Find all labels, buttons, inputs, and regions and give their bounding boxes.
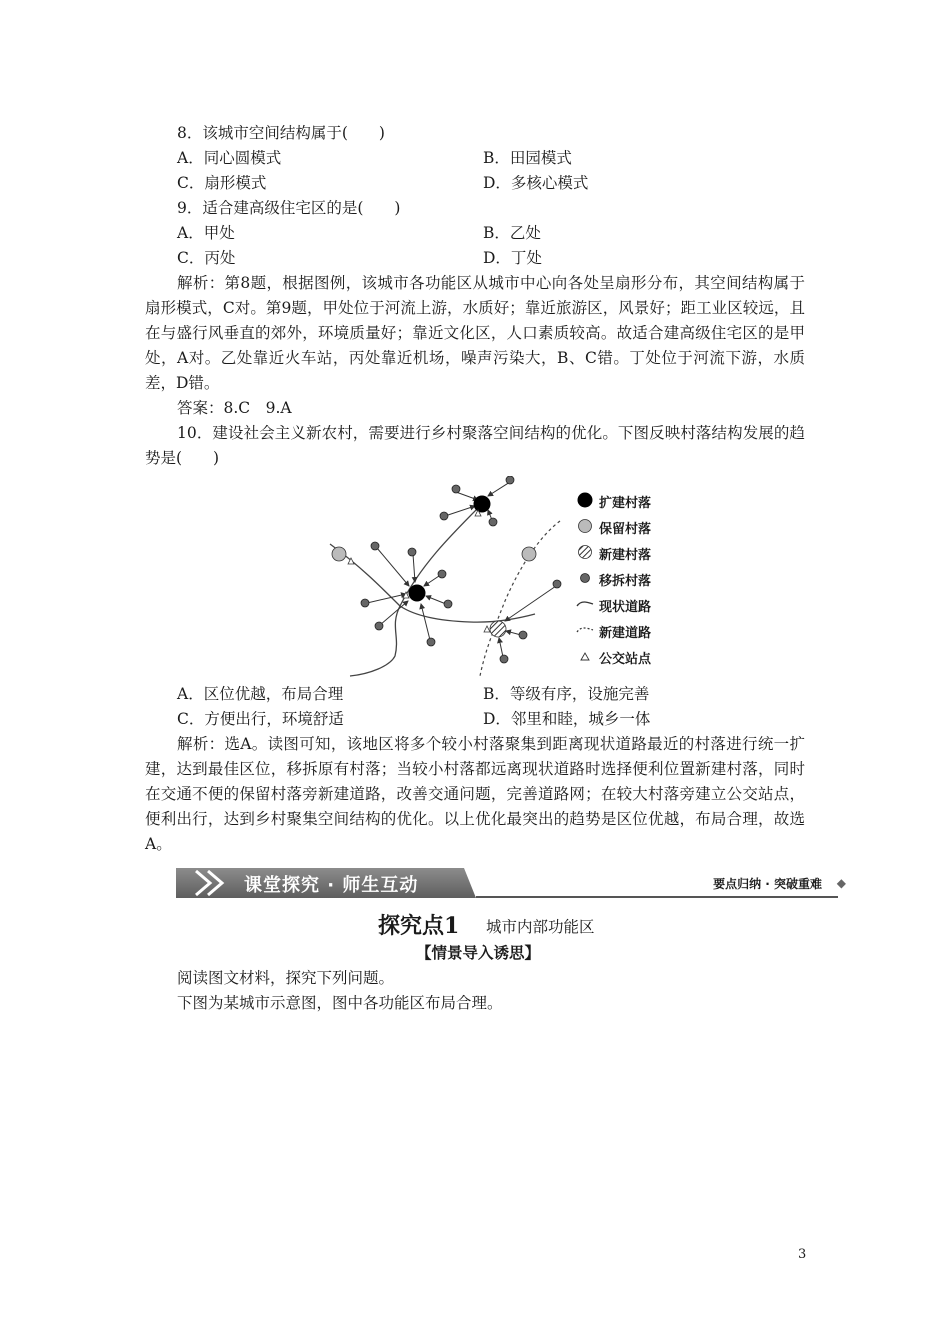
analysis-paragraph-2: 解析：选A。读图可知，该地区将多个较小村落聚集到距离现状道路最近的村落进行统一扩建，达到最佳区位，移拆原有村落；当较小村落都远离现状道路时选择便利位置新建村落，同时在交通不便的保留村落旁新建道路，改善交通问题，完善道路网；在较大村落旁建立公交站点，便利出行，达到乡村聚集空间结构的优化。以上优化最突出的趋势是区位优越，布局合理，故选A。: [145, 735, 805, 853]
intro-line-2: 下图为某城市示意图，图中各功能区布局合理。: [177, 994, 503, 1012]
section-banner: [176, 868, 846, 900]
q9-option-c: C．丙处: [177, 249, 236, 267]
chevron-right-icon: [194, 870, 238, 896]
q9-option-b: B．乙处: [483, 224, 541, 242]
legend-keep: 保留村落: [575, 516, 675, 538]
banner-right-label: 要点归纳 · 突破重难: [713, 877, 822, 891]
q9-option-d: D．丁处: [483, 249, 542, 267]
q8-option-a: A．同心圆模式: [177, 149, 282, 167]
existing-road-south: [350, 606, 400, 676]
legend-new: 新建村落: [575, 542, 675, 564]
q10-option-c: C．方便出行，环境舒适: [177, 710, 344, 728]
legend-road-new: 新建道路: [575, 620, 675, 642]
existing-road-icon: [575, 594, 595, 614]
q8-option-c: C．扇形模式: [177, 174, 267, 192]
q10-option-b: B．等级有序，设施完善: [483, 685, 650, 703]
banner-title: 课堂探究 · 师生互动: [244, 875, 419, 896]
legend-remove: 移拆村落: [575, 568, 675, 590]
legend-road-now: 现状道路: [575, 594, 675, 616]
legend-bus: 公交站点: [575, 646, 675, 668]
answer-line: 答案：8.C 9.A: [177, 399, 292, 417]
new-village-icon: [575, 542, 595, 562]
page-number: 3: [798, 1247, 807, 1262]
legend-expand: 扩建村落: [575, 490, 675, 512]
q10-option-d: D．邻里和睦，城乡一体: [483, 710, 651, 728]
q8-option-b: B．田园模式: [483, 149, 572, 167]
analysis-paragraph-1: 解析：第8题，根据图例，该城市各功能区从城市中心向各处呈扇形分布，其空间结构属于扇形模式，C对。第9题，甲处位于河流上游，水质好；靠近旅游区，风景好；距工业区较远，且在与盛行风垂直的郊外，环境质量好；靠近文化区，人口素质较高。故适合建高级住宅区的是甲处，A对。乙处靠近火车站，丙处靠近机场，噪声污染大，B、C错。丁处位于河流下游，水质差，D错。: [145, 274, 805, 392]
q8-stem: 8．该城市空间结构属于( ): [177, 124, 385, 142]
existing-road-main: [330, 544, 535, 622]
retained-village-icon: [575, 516, 595, 536]
q8-option-d: D．多核心模式: [483, 174, 589, 192]
q10-stem: 10．建设社会主义新农村，需要进行乡村聚落空间结构的优化。下图反映村落结构发展的趋势是( ): [145, 424, 805, 467]
new-road-icon: [575, 620, 595, 640]
section-title: 城市内部功能区: [486, 918, 595, 936]
section-subtitle: 【情景导入诱思】: [416, 943, 541, 962]
q9-option-a: A．甲处: [177, 224, 235, 242]
q10-option-a: A．区位优越，布局合理: [177, 685, 344, 703]
new-road: [480, 521, 560, 676]
expand-village-icon: [575, 490, 595, 510]
diamond-icon: ◆: [836, 876, 846, 890]
bus-stop-icon: [575, 646, 595, 666]
intro-line-1: 阅读图文材料，探究下列问题。: [177, 969, 395, 987]
section-number: 探究点1: [378, 913, 460, 939]
q9-stem: 9．适合建高级住宅区的是( ): [177, 199, 401, 217]
village-structure-diagram: [320, 476, 570, 678]
removed-village-icon: [575, 568, 595, 588]
